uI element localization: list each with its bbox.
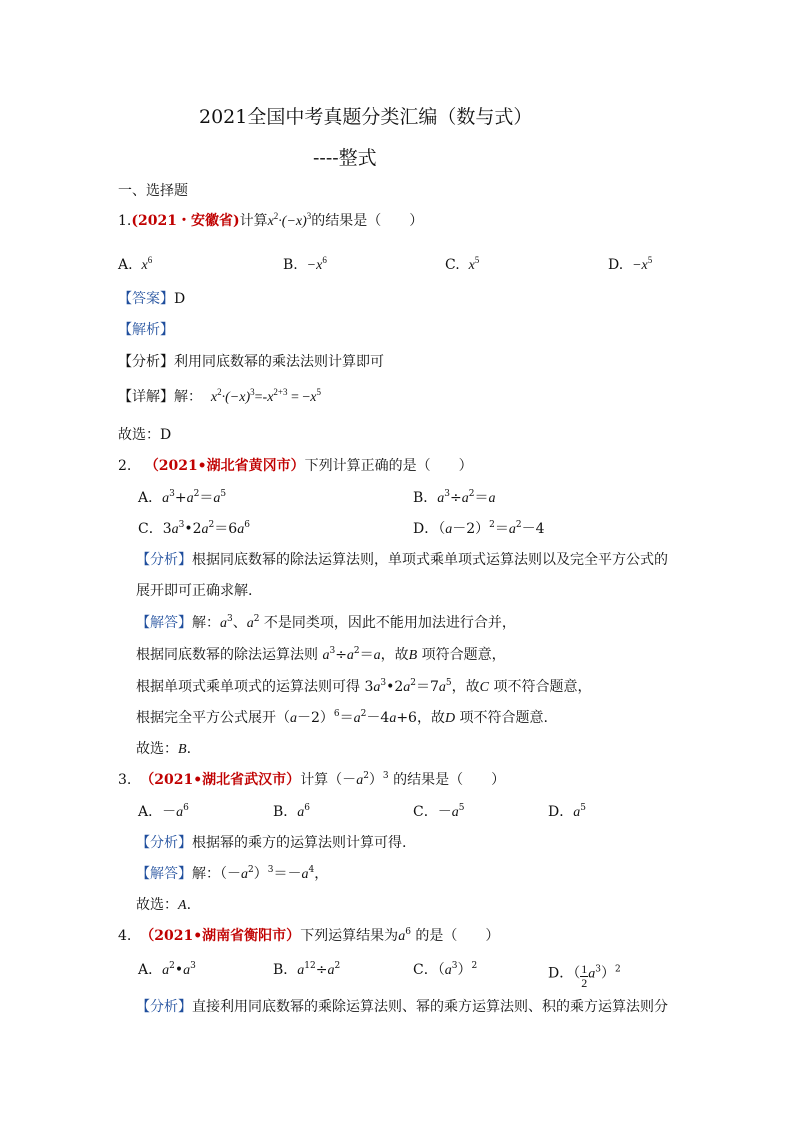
- q1-conclusion: 故选：D: [118, 427, 172, 443]
- q4-option-c: C．$(a^3)^2$: [413, 961, 478, 978]
- q2-jieda-line-3: 根据单项式乘单项式的运算法则可得 $3a^3•2a^2=7a^5$，故C 项不符合题意，: [136, 678, 592, 695]
- q1-fenxi: 【分析】利用同底数幂的乘法法则计算即可: [118, 354, 384, 370]
- q3-option-a: A．$-a^6$: [138, 803, 189, 820]
- q2-jieda-line-1: 【解答】解：$a^3$、$a^2$ 不是同类项，因此不能用加法进行合并，: [136, 614, 516, 631]
- q1-stem-post: 的结果是（ ）: [311, 213, 424, 229]
- q2-option-a: A．$a^3+a^2=a^5$: [138, 489, 227, 506]
- q1-number: 1.: [118, 213, 132, 229]
- q4-fenxi: 【分析】直接利用同底数幂的乘除运算法则、幂的乘方运算法则、积的乘方运算法则分: [136, 999, 668, 1015]
- q3-option-b: B．$a^6$: [273, 803, 311, 820]
- q1-expression: $x^2\cdot(-x)^3$: [267, 211, 312, 229]
- section-heading: 一、选择题: [118, 183, 188, 199]
- q3-conclusion: 故选：A.: [136, 897, 192, 913]
- one-half-fraction: $\frac{1}{2}$: [581, 962, 588, 990]
- q1-option-d: D. $-x^5$: [608, 255, 653, 273]
- question-1-stem: [118, 211, 424, 229]
- q2-conclusion: 故选：B.: [136, 741, 192, 757]
- question-3-stem: 3. （2021•湖北省武汉市）计算$(-a^2)^3$ 的结果是（ ）: [118, 771, 506, 788]
- q3-source: （2021•湖北省武汉市）: [140, 772, 301, 788]
- q1-stem-pre: 计算: [239, 213, 268, 229]
- page-subtitle: ----整式: [313, 147, 377, 169]
- q2-source: （2021•湖北省黄冈市）: [144, 458, 305, 474]
- q3-option-c: C．$-a^5$: [413, 803, 465, 820]
- q1-answer: 【答案】D: [118, 291, 186, 307]
- q4-option-b: B．$a^{12}\div a^2$: [273, 961, 341, 978]
- q1-jiexi-label: 【解析】: [118, 322, 174, 338]
- q2-fenxi-line-1: 【分析】根据同底数幂的除法运算法则，单项式乘单项式运算法则以及完全平方公式的: [136, 552, 668, 568]
- question-2-stem: 2. （2021•湖北省黄冈市）下列计算正确的是（ ）: [118, 458, 473, 474]
- q4-option-d: D．（ $\frac{1}{2}$ $a^3)^2$: [548, 962, 621, 990]
- q4-source: （2021•湖南省衡阳市）: [140, 928, 301, 944]
- q1-detail: 【详解】解： $x^2\cdot(-x)^3=-x^{2+3} = -x^5$: [118, 387, 321, 405]
- q3-option-d: D．$a^5$: [548, 803, 586, 820]
- q4-option-a: A．$a^2•a^3$: [138, 961, 196, 978]
- q2-jieda-line-4: 根据完全平方公式展开$(a-2)^6=a^2-4a+6$，故D 项不符合题意.: [136, 709, 548, 726]
- question-4-stem: 4. （2021•湖南省衡阳市）下列运算结果为$a^6$ 的是（ ）: [118, 927, 500, 944]
- q2-option-b: B．$a^3\div a^2=a$: [413, 489, 496, 506]
- q3-fenxi: 【分析】根据幂的乘方的运算法则计算可得.: [136, 835, 407, 851]
- q2-option-c: C．$3a^3•2a^2=6a^6$: [138, 520, 250, 537]
- q1-option-b: B. $-x^6$: [283, 255, 327, 273]
- page-title: 2021全国中考真题分类汇编（数与式）: [199, 106, 533, 128]
- q2-option-d: D．$(a-2)^2=a^2-4$: [413, 520, 545, 537]
- q1-option-c: C. $x^5$: [445, 255, 480, 273]
- q2-fenxi-line-2: 展开即可正确求解.: [136, 583, 253, 599]
- q2-jieda-line-2: 根据同底数幂的除法运算法则 $a^3\div a^2=a$，故B 项符合题意，: [136, 646, 506, 663]
- q1-source: (2021・安徽省): [131, 213, 240, 229]
- q3-jieda: 【解答】解：$(-a^2)^3=-a^4$，: [136, 865, 329, 882]
- q1-option-a: A. $x^6$: [118, 255, 153, 273]
